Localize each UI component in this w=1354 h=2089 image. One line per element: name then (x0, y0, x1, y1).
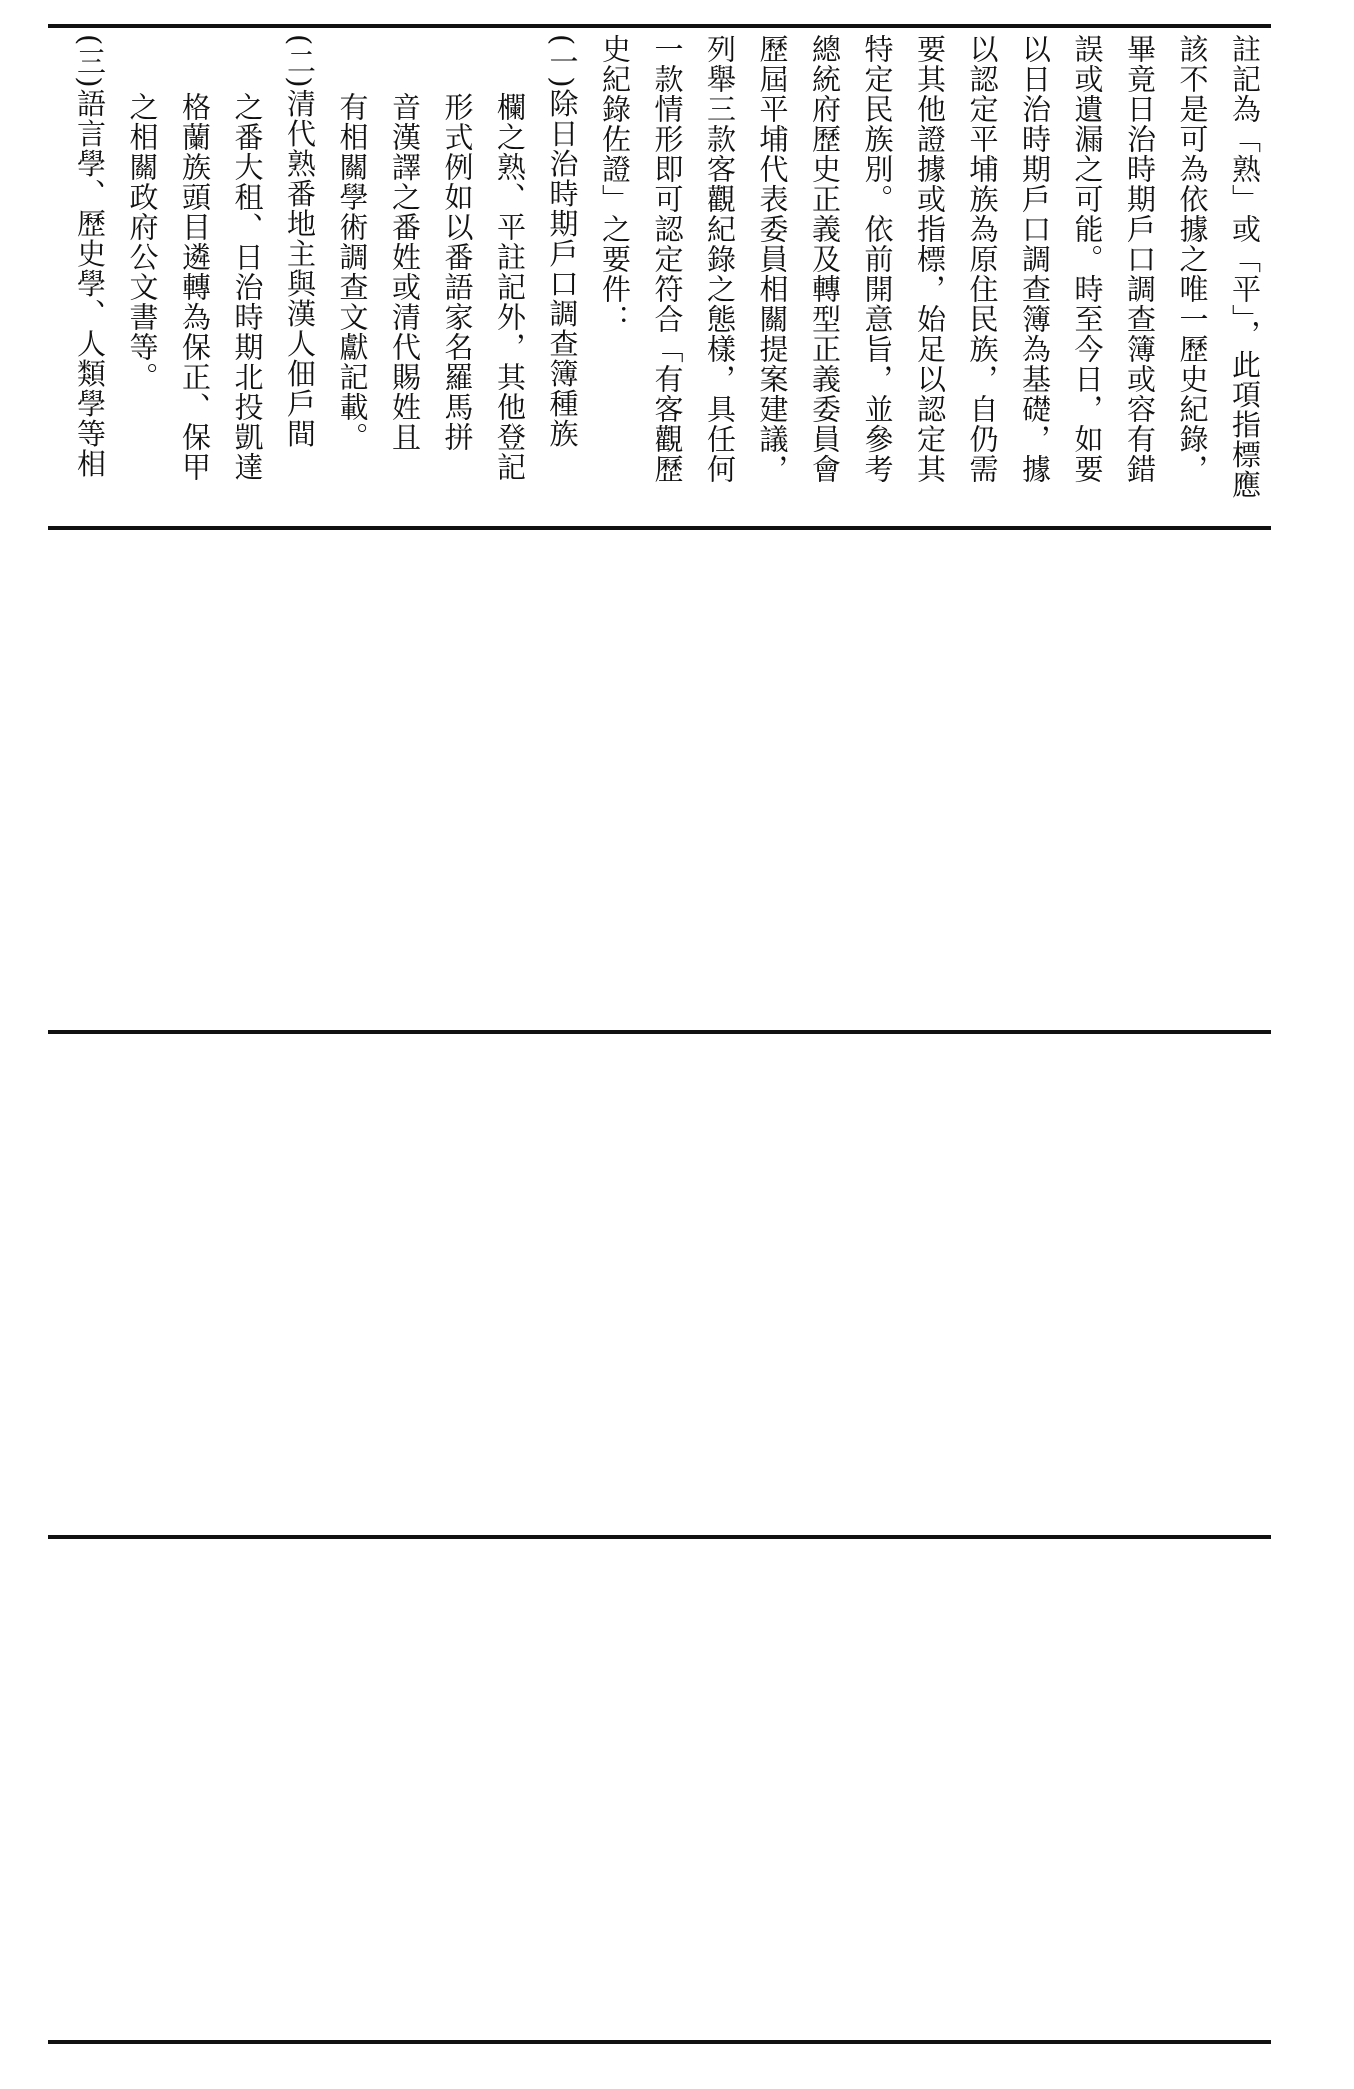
paragraph-line: 歷屆平埔代表委員相關提案建議， (755, 34, 790, 484)
paragraph-line: 列舉三款客觀紀錄之態樣，具任何 (703, 34, 737, 484)
page-rule-1 (48, 526, 1271, 530)
paragraph-line: 該不是可為依據之唯一歷史紀錄， (1175, 34, 1210, 484)
paragraph-line: 一款情形即可認定符合「有客觀歷 (650, 34, 685, 484)
paragraph-line: 要其他證據或指標，始足以認定其 (913, 34, 947, 484)
list-item-2-line: (二)清代熟番地主與漢人佃戶間 (283, 34, 317, 449)
top-rule (48, 24, 1271, 28)
paragraph-line: 史紀錄佐證」之要件： (598, 34, 632, 334)
bottom-rule (48, 2040, 1271, 2044)
paragraph-line: 特定民族別。依前開意旨，並參考 (860, 34, 895, 484)
page-rule-2 (48, 1030, 1271, 1034)
paragraph-line: 註記為「熟」或「平」，此項指標應 (1228, 34, 1262, 500)
list-item-2-line: 格蘭族頭目遴轉為保正、保甲 (178, 92, 212, 482)
page-rule-3 (48, 1535, 1271, 1539)
list-item-1-line: 形式例如以番語家名羅馬拼 (440, 92, 475, 452)
paragraph-line: 以認定平埔族為原住民族，自仍需 (965, 34, 1000, 484)
list-item-2-line: 之相關政府公文書等。 (125, 92, 160, 392)
list-item-1-line: 欄之熟、平註記外，其他登記 (493, 92, 527, 482)
paragraph-line: 畢竟日治時期戶口調查簿或容有錯 (1123, 34, 1157, 484)
vertical-text-block (48, 34, 1271, 524)
paragraph-line: 總統府歷史正義及轉型正義委員會 (808, 34, 842, 484)
paragraph-line: 以日治時期戶口調查簿為基礎，據 (1018, 34, 1052, 484)
list-item-2-line: 之番大租、日治時期北投凱達 (230, 92, 265, 482)
list-item-1-line: 音漢譯之番姓或清代賜姓且 (388, 92, 422, 452)
list-item-3-line: (三)語言學、歷史學、人類學等相 (73, 34, 107, 479)
paragraph-line: 誤或遺漏之可能。時至今日，如要 (1070, 34, 1105, 484)
list-item-1-line: 有相關學術調查文獻記載。 (335, 92, 370, 452)
list-item-1-line: (一)除日治時期戶口調查簿種族 (545, 34, 580, 449)
